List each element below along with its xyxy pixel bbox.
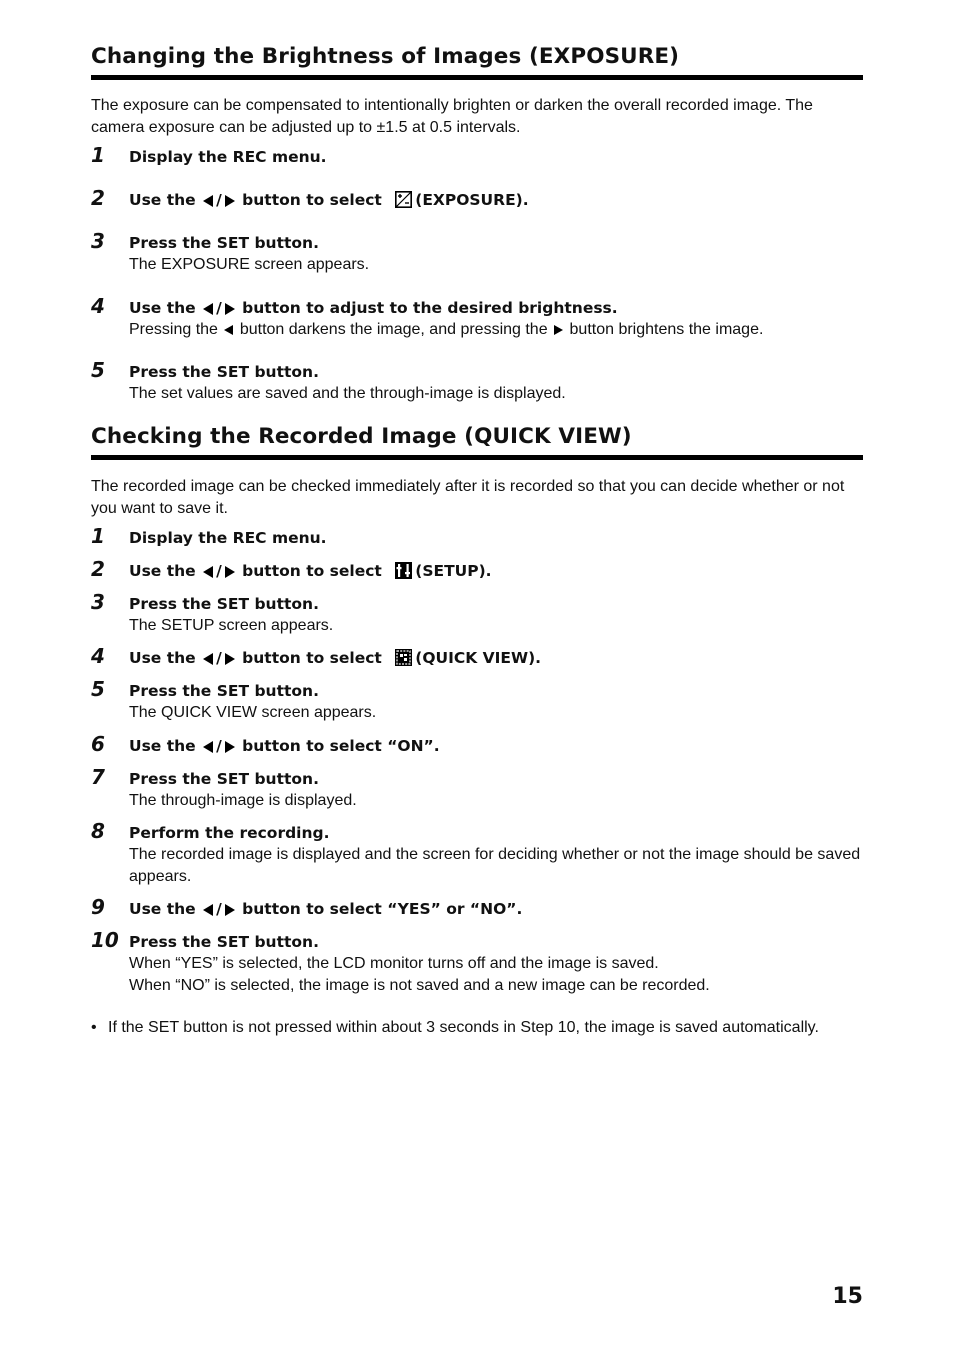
- step-heading: Use the / button to select (QUICK VIEW).: [129, 649, 542, 667]
- setup-icon: [395, 562, 412, 579]
- step-number: 1: [91, 143, 105, 167]
- step-heading-text: button to select: [242, 562, 382, 580]
- step-heading-text: Use the: [129, 737, 196, 755]
- step-number: 6: [91, 732, 105, 756]
- desc-text: button darkens the image, and pressing the: [239, 321, 548, 338]
- step-number: 7: [91, 765, 105, 789]
- step-heading-text: Use the: [129, 191, 196, 209]
- quickview-step-10: [91, 928, 863, 996]
- step-description: The QUICK VIEW screen appears.: [129, 704, 377, 721]
- step-heading: Perform the recording.: [129, 824, 330, 842]
- step-description: When “NO” is selected, the image is not saved and a new image can be recorded.: [129, 976, 710, 994]
- step-heading: Press the SET button.: [129, 234, 319, 252]
- step-heading-text: Use the: [129, 562, 196, 580]
- exposure-step-2: [91, 186, 863, 211]
- step-description: The recorded image is displayed and the screen for deciding whether or not the image should be saved appears.: [129, 846, 861, 885]
- exposure-step-1: [91, 143, 863, 168]
- desc-text: button brightens the image.: [569, 321, 764, 338]
- exposure-section: [91, 44, 863, 402]
- step-number: 5: [91, 677, 105, 701]
- quickview-step-1: [91, 524, 863, 549]
- right-arrow-icon: [225, 653, 235, 665]
- right-arrow-icon: [225, 741, 235, 753]
- step-description: The SETUP screen appears.: [129, 617, 334, 634]
- step-number: 3: [91, 229, 105, 253]
- step-description: When “YES” is selected, the LCD monitor turns off and the image is saved.: [129, 955, 659, 972]
- right-arrow-icon: [225, 195, 235, 207]
- step-heading-text: button to select “YES” or “NO”.: [242, 900, 523, 918]
- section-title-quickview: Checking the Recorded Image (QUICK VIEW): [91, 424, 863, 460]
- quickview-step-7: [91, 765, 863, 812]
- step-heading: Use the / button to select “YES” or “NO”.: [129, 900, 523, 918]
- quickview-step-2: [91, 557, 863, 582]
- step-number: 3: [91, 590, 105, 614]
- auto-save-note: [91, 1017, 881, 1039]
- step-number: 10: [91, 928, 119, 952]
- step-heading: Press the SET button.: [129, 933, 319, 951]
- step-heading-text: (QUICK VIEW).: [415, 649, 542, 667]
- step-heading-text: Use the: [129, 299, 196, 317]
- step-number: 5: [91, 358, 105, 382]
- right-arrow-icon: [225, 904, 235, 916]
- note-text: If the SET button is not pressed within about 3 seconds in Step 10, the image is saved automatically.: [108, 1019, 819, 1036]
- exposure-intro: The exposure can be compensated to intentionally brighten or darken the overall recorded image. The camera exposure can be adjusted up to ±1.5 at 0.5 intervals.: [91, 97, 813, 136]
- exposure-step-3: [91, 229, 863, 276]
- left-arrow-icon: [203, 904, 213, 916]
- quickview-step-5: [91, 677, 863, 724]
- left-arrow-icon: [224, 325, 233, 335]
- step-description: The through-image is displayed.: [129, 792, 357, 809]
- step-heading-text: (EXPOSURE).: [415, 191, 529, 209]
- step-heading: Press the SET button.: [129, 770, 319, 788]
- step-number: 8: [91, 819, 105, 843]
- step-number: 1: [91, 524, 105, 548]
- exposure-icon: [395, 191, 412, 208]
- right-arrow-icon: [225, 566, 235, 578]
- right-arrow-icon: [225, 303, 235, 315]
- step-number: 9: [91, 895, 105, 919]
- left-arrow-icon: [203, 653, 213, 665]
- quickview-step-6: [91, 732, 863, 757]
- step-number: 2: [91, 186, 105, 210]
- step-heading-text: Use the: [129, 900, 196, 918]
- quickview-section: [91, 424, 863, 994]
- step-heading-text: button to select: [242, 649, 382, 667]
- left-arrow-icon: [203, 741, 213, 753]
- step-heading: Display the REC menu.: [129, 148, 327, 166]
- step-heading: Use the / button to adjust to the desired brightness.: [129, 299, 618, 317]
- step-heading: Press the SET button.: [129, 682, 319, 700]
- step-heading: Use the / button to select (EXPOSURE).: [129, 191, 529, 209]
- step-heading: Press the SET button.: [129, 595, 319, 613]
- quickview-step-9: [91, 895, 863, 920]
- step-heading-text: (SETUP).: [415, 562, 492, 580]
- left-arrow-icon: [203, 303, 213, 315]
- right-arrow-icon: [554, 325, 563, 335]
- page-number: 15: [832, 1284, 863, 1309]
- step-number: 4: [91, 644, 105, 668]
- left-arrow-icon: [203, 566, 213, 578]
- step-heading: Use the / button to select (SETUP).: [129, 562, 492, 580]
- exposure-step-4: [91, 294, 863, 341]
- step-heading: Display the REC menu.: [129, 529, 327, 547]
- left-arrow-icon: [203, 195, 213, 207]
- step-heading-text: button to select: [242, 191, 382, 209]
- step-heading: Use the / button to select “ON”.: [129, 737, 440, 755]
- step-heading-text: button to adjust to the desired brightness.: [242, 299, 618, 317]
- quickview-step-8: [91, 819, 863, 887]
- bullet: •: [91, 1019, 97, 1036]
- step-number: 4: [91, 294, 105, 318]
- step-heading-text: Use the: [129, 649, 196, 667]
- step-description: The set values are saved and the through-image is displayed.: [129, 385, 566, 402]
- exposure-step-5: [91, 358, 863, 405]
- step-description: The EXPOSURE screen appears.: [129, 256, 370, 273]
- step-heading-text: button to select “ON”.: [242, 737, 440, 755]
- quickview-intro: The recorded image can be checked immediately after it is recorded so that you can decide whether or not you want to save it.: [91, 478, 845, 517]
- quick-view-icon: [395, 649, 412, 666]
- step-heading: Press the SET button.: [129, 363, 319, 381]
- quickview-step-4: [91, 644, 863, 669]
- quickview-step-3: [91, 590, 863, 637]
- section-title-exposure: Changing the Brightness of Images (EXPOSURE): [91, 44, 863, 80]
- step-description: [129, 319, 863, 341]
- desc-text: Pressing the: [129, 321, 218, 338]
- step-number: 2: [91, 557, 105, 581]
